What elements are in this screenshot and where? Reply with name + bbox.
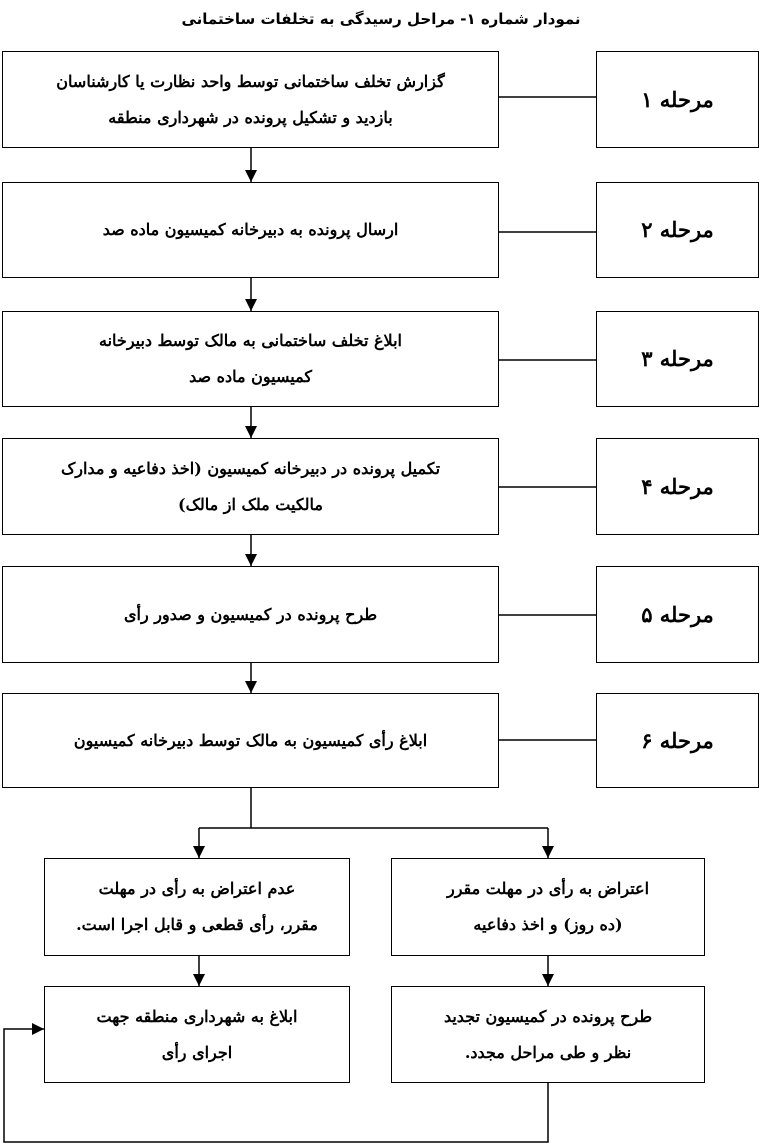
process-4-line-2: مالکیت ملک از مالک) [178, 494, 323, 514]
stage-box-5 [596, 566, 759, 663]
process-1-line-2: بازدید و تشکیل پرونده در شهرداری منطقه [108, 107, 393, 127]
objection-line-2: (ده روز) و اخذ دفاعیه [473, 915, 623, 934]
stage-box-2 [596, 182, 759, 278]
process-2-line-1: ارسال پرونده به دبیرخانه کمیسیون ماده صد [102, 220, 399, 239]
process-3-line-1: ابلاغ تخلف ساختمانی به مالک توسط دبیرخانه [99, 331, 402, 350]
process-3-line-2: کمیسیون ماده صد [189, 367, 312, 386]
diagram-title: نمودار شماره ۱- مراحل رسیدگی به تخلفات ساختمانی [181, 10, 581, 28]
process-5-line-1: طرح پرونده در کمیسیون و صدور رأی [123, 604, 378, 624]
stage-5-label: مرحله ۵ [641, 601, 714, 627]
stage-2-label: مرحله ۲ [641, 217, 714, 242]
no-objection-box [44, 858, 350, 956]
objection-line-1: اعتراض به رأی در مهلت مقرر [446, 879, 650, 898]
stage-3-label: مرحله ۳ [641, 346, 714, 371]
process-box-3 [2, 311, 499, 407]
notify-execution-line-1: ابلاغ به شهرداری منطقه جهت [96, 1006, 298, 1026]
process-box-2 [2, 182, 499, 278]
process-box-1 [2, 51, 499, 148]
stage-box-4 [596, 438, 759, 535]
review-line-1: طرح پرونده در کمیسیون تجدید [443, 1006, 653, 1026]
no-objection-line-1: عدم اعتراض به رأی در مهلت [98, 879, 296, 898]
stage-box-3 [596, 311, 759, 407]
process-box-6 [2, 693, 499, 788]
stage-4-label: مرحله ۴ [641, 473, 714, 499]
no-objection-line-2: مقرر، رأی قطعی و قابل اجرا است. [76, 915, 318, 934]
notify-execution-box [44, 986, 350, 1083]
stage-6-label: مرحله ۶ [641, 727, 714, 753]
process-1-line-1: گزارش تخلف ساختمانی توسط واحد نظارت یا کارشناسان [56, 71, 445, 91]
stage-1-label: مرحله ۱ [641, 86, 714, 112]
stage-box-1 [596, 51, 759, 148]
process-6-line-1: ابلاغ رأی کمیسیون به مالک توسط دبیرخانه کمیسیون [73, 730, 428, 750]
objection-box [391, 858, 705, 956]
review-line-2: نظر و طی مراحل مجدد. [464, 1042, 632, 1062]
process-4-line-1: تکمیل پرونده در دبیرخانه کمیسیون (اخذ دفاعیه و مدارک [60, 458, 441, 478]
stage-box-6 [596, 693, 759, 788]
process-box-5 [2, 566, 499, 663]
notify-execution-line-2: اجرای رأی [161, 1042, 233, 1062]
process-box-4 [2, 438, 499, 535]
review-box [391, 986, 705, 1083]
